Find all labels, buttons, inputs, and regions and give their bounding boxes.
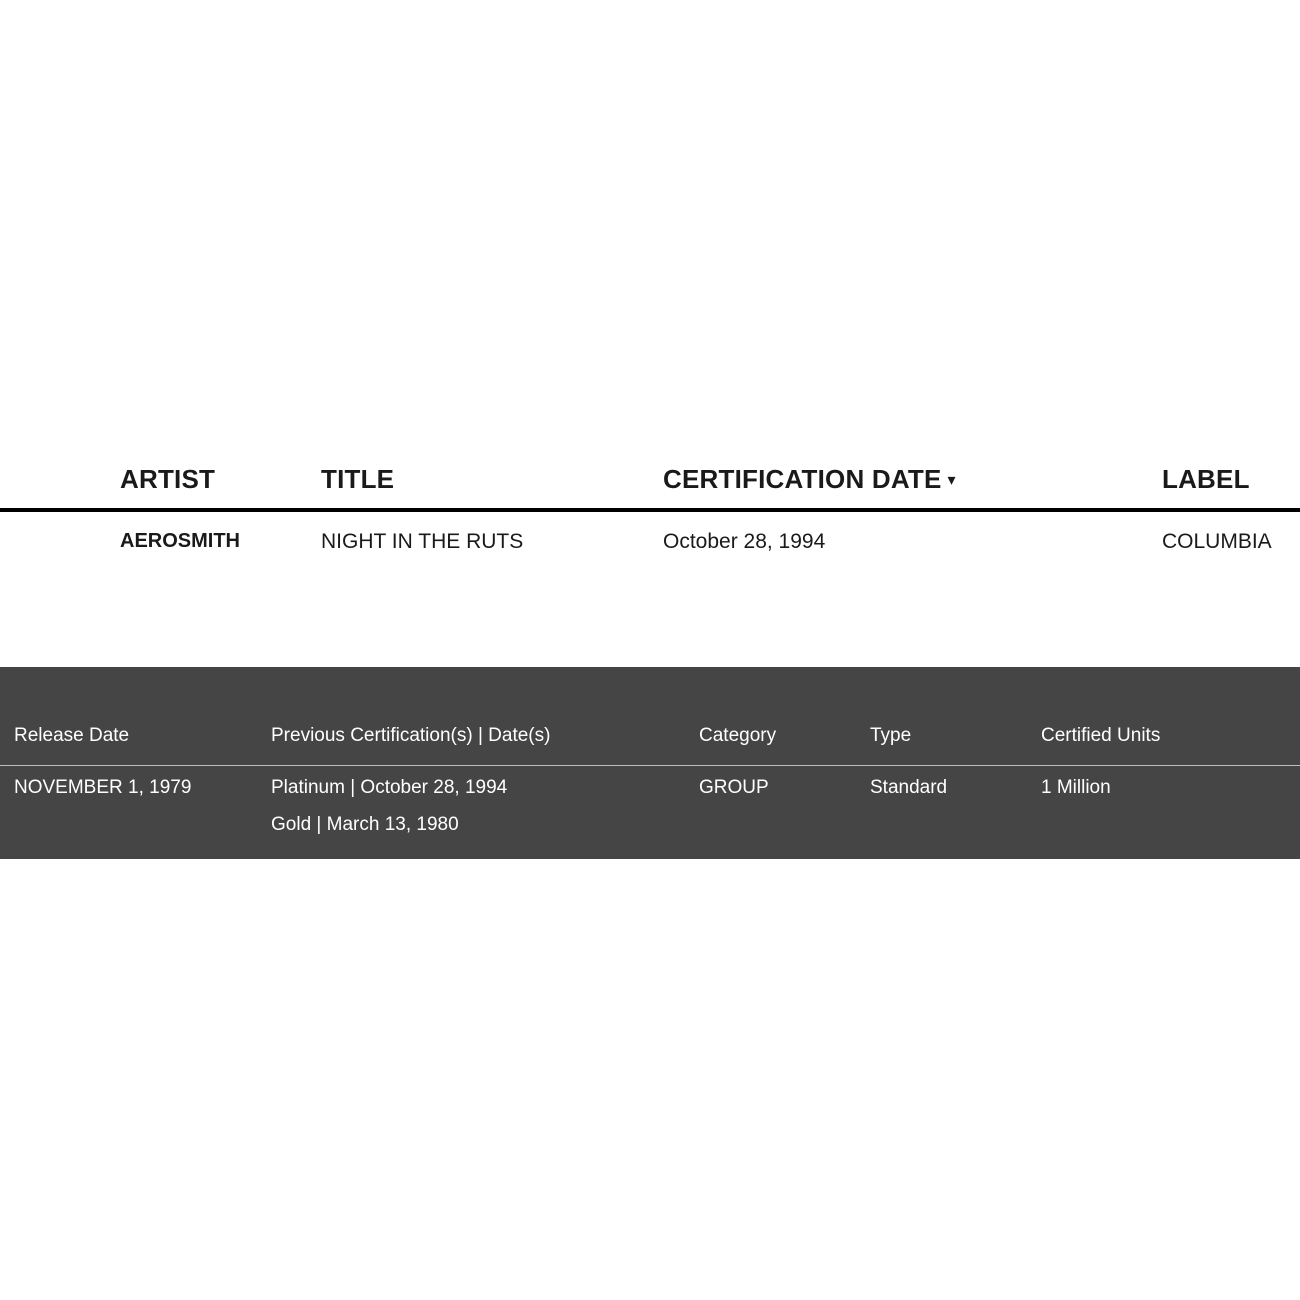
previous-certification-gold: Gold | March 13, 1980 bbox=[271, 814, 459, 835]
type-header: Type bbox=[870, 725, 912, 746]
category-value: GROUP bbox=[699, 777, 769, 798]
certified-units-header: Certified Units bbox=[1041, 725, 1161, 746]
column-header-certification-date-label: CERTIFICATION DATE bbox=[663, 464, 942, 494]
details-header-row bbox=[0, 667, 1300, 766]
details-panel bbox=[0, 667, 1300, 859]
type-value: Standard bbox=[870, 777, 948, 798]
category-header: Category bbox=[699, 725, 777, 746]
results-header-row bbox=[0, 450, 1300, 512]
previous-certifications-header: Previous Certification(s) | Date(s) bbox=[271, 725, 551, 746]
title-cell: NIGHT IN THE RUTS bbox=[321, 530, 524, 553]
column-header-title[interactable] bbox=[321, 464, 394, 495]
column-header-artist[interactable] bbox=[120, 464, 215, 495]
column-header-label[interactable] bbox=[1162, 464, 1250, 495]
table-row[interactable] bbox=[0, 512, 1300, 572]
certified-units-value: 1 Million bbox=[1041, 777, 1111, 798]
column-header-label-label: LABEL bbox=[1162, 464, 1250, 494]
release-date-header: Release Date bbox=[14, 725, 130, 746]
release-date-value: NOVEMBER 1, 1979 bbox=[14, 777, 192, 798]
column-header-title-label: TITLE bbox=[321, 464, 395, 494]
certification-date-cell: October 28, 1994 bbox=[663, 530, 826, 553]
column-header-artist-label: ARTIST bbox=[120, 464, 216, 494]
column-header-certification-date[interactable] bbox=[663, 464, 956, 495]
previous-certification-platinum: Platinum | October 28, 1994 bbox=[271, 777, 508, 798]
results-table bbox=[0, 450, 1300, 572]
artist-cell: AEROSMITH bbox=[120, 530, 240, 552]
sort-descending-icon[interactable]: ▾ bbox=[947, 472, 956, 490]
label-cell: COLUMBIA bbox=[1162, 530, 1272, 553]
